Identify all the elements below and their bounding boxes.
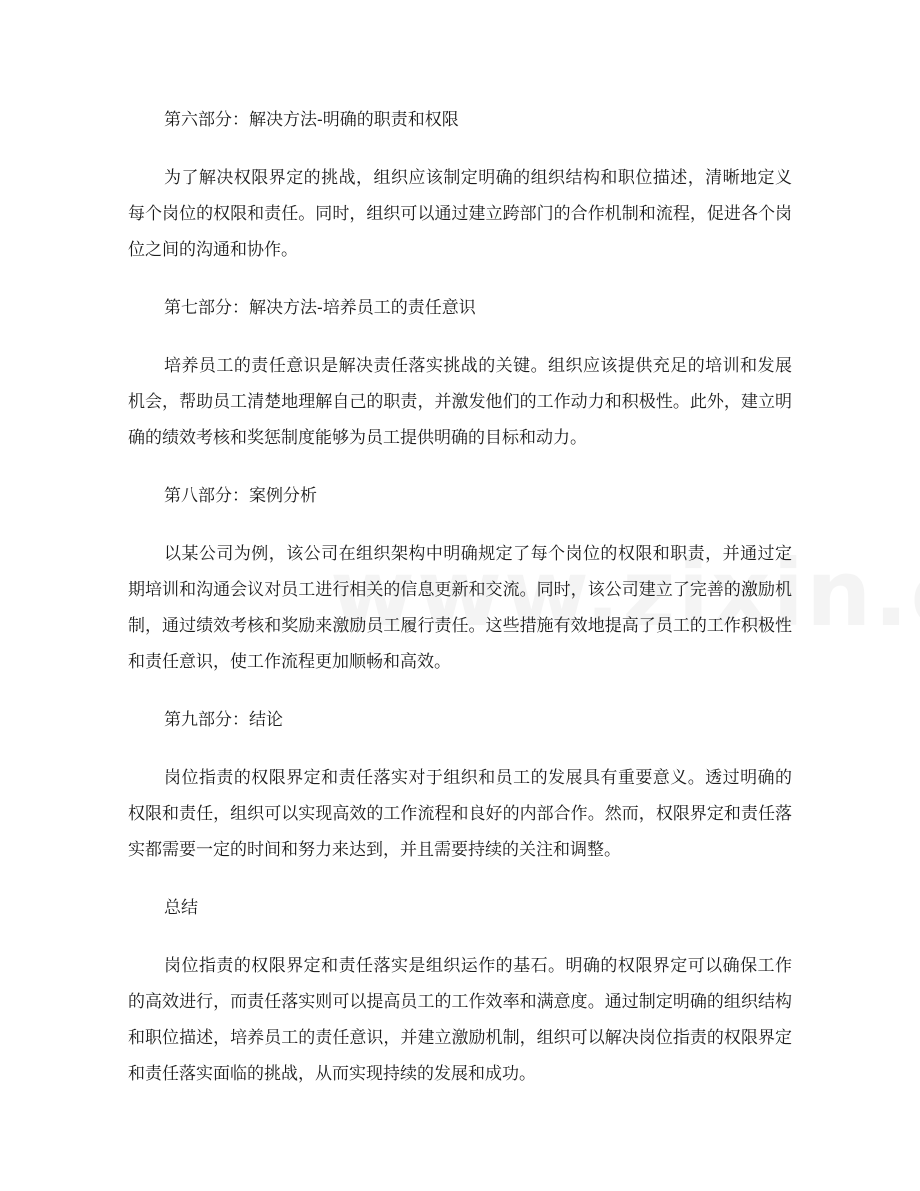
summary-heading: 总结 (164, 898, 198, 918)
section-heading-6: 第六部分：解决方法-明确的职责和权限 (164, 110, 459, 130)
section-paragraph-8: 以某公司为例，该公司在组织架构中明确规定了每个岗位的权限和职责，并通过定期培训和沟通会议对员工进行相关的信息更新和交流。同时，该公司建立了完善的激励机制，通过绩效考核和奖励来激励员工履行责任。这些措施有效地提高了员工的工作积极性和责任意识，使工作流程更加顺畅和高效。 (128, 544, 792, 672)
section-paragraph-6: 为了解决权限界定的挑战，组织应该制定明确的组织结构和职位描述，清晰地定义每个岗位的权限和责任。同时，组织可以通过建立跨部门的合作机制和流程，促进各个岗位之间的沟通和协作。 (128, 168, 792, 260)
section-heading-8: 第八部分：案例分析 (164, 486, 317, 506)
section-heading-9: 第九部分：结论 (164, 710, 283, 730)
summary-paragraph: 岗位指责的权限界定和责任落实是组织运作的基石。明确的权限界定可以确保工作的高效进行，而责任落实则可以提高员工的工作效率和满意度。通过制定明确的组织结构和职位描述，培养员工的责任意识，并建立激励机制，组织可以解决岗位指责的权限界定和责任落实面临的挑战，从而实现持续的发展和成功。 (128, 956, 792, 1084)
section-paragraph-9: 岗位指责的权限界定和责任落实对于组织和员工的发展具有重要意义。透过明确的权限和责任，组织可以实现高效的工作流程和良好的内部合作。然而，权限界定和责任落实都需要一定的时间和努力来达到，并且需要持续的关注和调整。 (128, 768, 792, 860)
section-paragraph-7: 培养员工的责任意识是解决责任落实挑战的关键。组织应该提供充足的培训和发展机会，帮助员工清楚地理解自己的职责，并激发他们的工作动力和积极性。此外，建立明确的绩效考核和奖惩制度能够为员工提供明确的目标和动力。 (128, 356, 792, 448)
section-heading-7: 第七部分：解决方法-培养员工的责任意识 (164, 298, 476, 318)
